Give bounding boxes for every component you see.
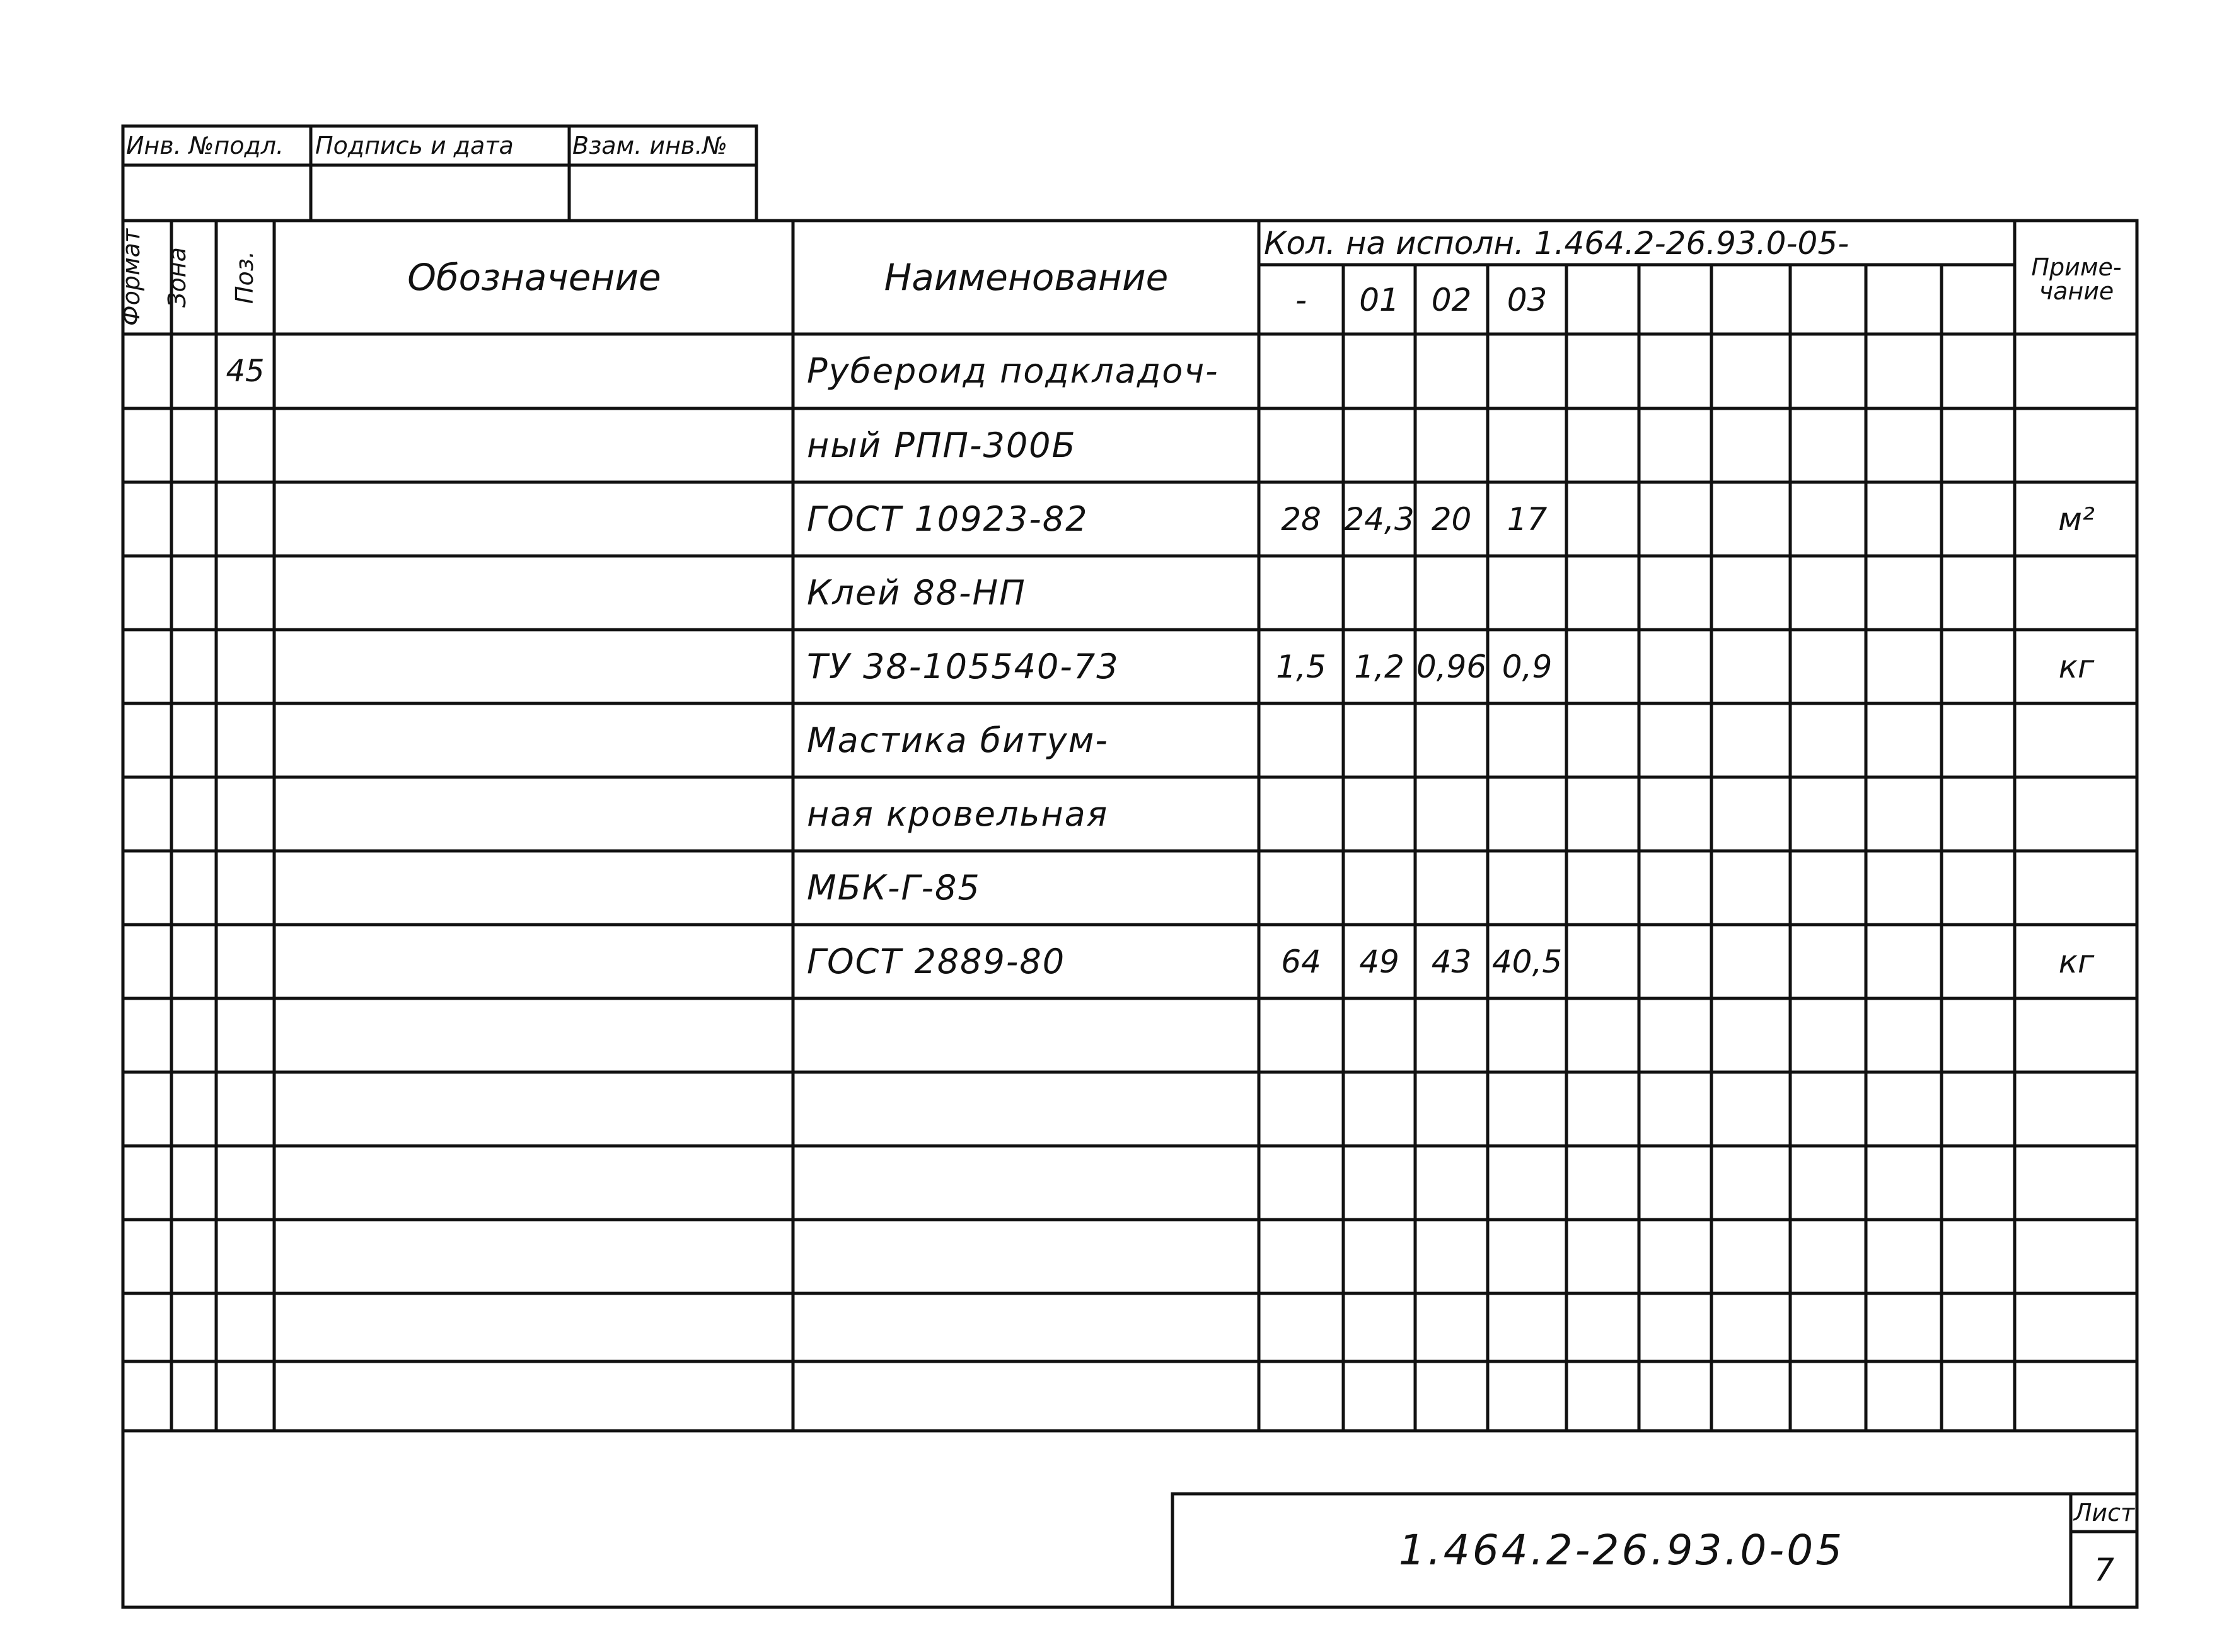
row-name: [796, 1295, 1268, 1360]
row-note: [2017, 410, 2136, 480]
row-name: [796, 1222, 1268, 1291]
row-qty-variant-0: 28: [1281, 500, 1321, 538]
row-note: [2017, 558, 2136, 628]
row-qty-variant-1: [1345, 1222, 1414, 1291]
row-qty-variant-0: [1260, 779, 1342, 849]
variant-header-01: 01: [1359, 281, 1399, 318]
row-qty-variant-1: 24,3: [1344, 500, 1415, 538]
row-qty-variant-0: [1260, 1148, 1342, 1218]
row-name: Мастика битум-: [807, 720, 1109, 760]
row-qty-variant-2: [1416, 558, 1486, 628]
name-header: Наименование: [884, 256, 1169, 299]
row-qty-variant-3: [1489, 1000, 1565, 1070]
format-label: Формат: [117, 228, 145, 326]
variant-header-base: -: [1295, 281, 1307, 318]
row-qty-variant-1: 49: [1359, 943, 1399, 980]
row-note: [2017, 705, 2136, 775]
row-qty-variant-2: [1416, 1074, 1486, 1144]
row-qty-variant-3: [1489, 1295, 1565, 1360]
row-name: ТУ 38-105540-73: [807, 646, 1120, 686]
row-pos: [217, 632, 273, 702]
row-qty-variant-3: [1489, 1148, 1565, 1218]
row-qty-variant-2: [1416, 336, 1486, 407]
row-qty-variant-2: [1416, 779, 1486, 849]
row-note: [2017, 1074, 2136, 1144]
row-qty-variant-0: [1260, 853, 1342, 923]
zone-label: Зона: [163, 247, 191, 308]
row-qty-variant-3: [1489, 779, 1565, 849]
row-qty-variant-0: [1260, 1295, 1342, 1360]
row-qty-variant-2: [1416, 1000, 1486, 1070]
row-pos: [217, 927, 273, 996]
row-note: кг: [2058, 648, 2095, 685]
row-qty-variant-1: [1345, 1295, 1414, 1360]
row-qty-variant-1: [1345, 558, 1414, 628]
row-qty-variant-3: 0,9: [1502, 648, 1553, 685]
row-pos: [217, 853, 273, 923]
row-qty-variant-3: [1489, 336, 1565, 407]
row-pos: [217, 779, 273, 849]
row-pos: [217, 558, 273, 628]
row-qty-variant-3: 40,5: [1491, 943, 1563, 980]
row-pos: [217, 705, 273, 775]
row-note: [2017, 1148, 2136, 1218]
row-name: [796, 1074, 1268, 1144]
row-pos: [217, 1074, 273, 1144]
row-pos: [217, 1295, 273, 1360]
row-name: Клей 88-НП: [807, 572, 1026, 613]
row-note: [2017, 336, 2136, 407]
row-name: ГОСТ 10923-82: [807, 499, 1089, 539]
row-qty-variant-0: [1260, 336, 1342, 407]
variant-header-02: 02: [1431, 281, 1472, 318]
row-qty-variant-3: [1489, 558, 1565, 628]
row-note: [2017, 853, 2136, 923]
row-qty-variant-1: [1345, 1363, 1414, 1429]
variant-header-03: 03: [1507, 281, 1548, 318]
row-name: [796, 1363, 1268, 1429]
row-qty-variant-1: [1345, 853, 1414, 923]
row-note: м²: [2058, 500, 2095, 538]
row-name: ГОСТ 2889-80: [807, 941, 1066, 981]
row-note: [2017, 1222, 2136, 1291]
row-qty-variant-3: 17: [1507, 500, 1548, 538]
row-name: [796, 1000, 1268, 1070]
row-pos: [217, 1363, 273, 1429]
row-qty-variant-3: [1489, 1222, 1565, 1291]
designation-header: Обозначение: [407, 256, 661, 299]
pos-label: Поз.: [231, 250, 258, 304]
row-qty-variant-0: [1260, 1000, 1342, 1070]
row-qty-variant-1: [1345, 1000, 1414, 1070]
row-qty-variant-0: [1260, 1222, 1342, 1291]
row-qty-variant-0: [1260, 410, 1342, 480]
row-qty-variant-1: [1345, 336, 1414, 407]
row-qty-variant-1: [1345, 705, 1414, 775]
document-code: 1.464.2-26.93.0-05: [1398, 1526, 1845, 1574]
row-qty-variant-2: [1416, 1148, 1486, 1218]
row-pos: [217, 484, 273, 554]
row-qty-variant-1: [1345, 1148, 1414, 1218]
replacement-inv-label: Взам. инв.№: [572, 132, 727, 159]
row-name: ный РПП-300Б: [807, 425, 1077, 465]
row-qty-variant-3: [1489, 1074, 1565, 1144]
row-note: [2017, 1000, 2136, 1070]
inv-no-label: Инв. №подл.: [126, 132, 284, 159]
sheet-label: Лист: [2073, 1499, 2135, 1527]
row-qty-variant-2: 43: [1431, 943, 1472, 980]
row-note: [2017, 779, 2136, 849]
row-qty-variant-2: [1416, 410, 1486, 480]
qty-header: Кол. на исполн. 1.464.2-26.93.0-05-: [1264, 225, 1849, 262]
row-qty-variant-1: [1345, 1074, 1414, 1144]
row-qty-variant-1: 1,2: [1354, 648, 1404, 685]
row-qty-variant-3: [1489, 410, 1565, 480]
row-qty-variant-2: 0,96: [1416, 648, 1487, 685]
row-pos: [217, 410, 273, 480]
row-qty-variant-2: [1416, 1295, 1486, 1360]
row-qty-variant-0: 64: [1281, 943, 1321, 980]
row-name: МБК-Г-85: [807, 867, 981, 908]
note-header: Приме- чание: [2031, 253, 2122, 305]
row-qty-variant-2: 20: [1431, 500, 1472, 538]
row-qty-variant-3: [1489, 853, 1565, 923]
row-qty-variant-1: [1345, 779, 1414, 849]
row-qty-variant-0: [1260, 558, 1342, 628]
row-note: [2017, 1363, 2136, 1429]
row-name: [796, 1148, 1268, 1218]
row-pos: 45: [226, 354, 265, 389]
row-qty-variant-0: [1260, 1363, 1342, 1429]
row-note: [2017, 1295, 2136, 1360]
row-qty-variant-2: [1416, 1363, 1486, 1429]
row-qty-variant-2: [1416, 1222, 1486, 1291]
row-qty-variant-3: [1489, 705, 1565, 775]
row-pos: [217, 1148, 273, 1218]
row-name: ная кровельная: [807, 794, 1109, 834]
sheet-number: 7: [2094, 1551, 2114, 1588]
row-pos: [217, 1000, 273, 1070]
signature-date-label: Подпись и дата: [315, 132, 514, 159]
row-qty-variant-2: [1416, 705, 1486, 775]
row-qty-variant-0: [1260, 705, 1342, 775]
row-qty-variant-1: [1345, 410, 1414, 480]
row-qty-variant-0: 1,5: [1276, 648, 1326, 685]
row-note: кг: [2058, 943, 2095, 980]
row-qty-variant-3: [1489, 1363, 1565, 1429]
row-name: Рубероид подкладоч-: [807, 351, 1219, 391]
row-qty-variant-0: [1260, 1074, 1342, 1144]
row-pos: [217, 1222, 273, 1291]
row-qty-variant-2: [1416, 853, 1486, 923]
